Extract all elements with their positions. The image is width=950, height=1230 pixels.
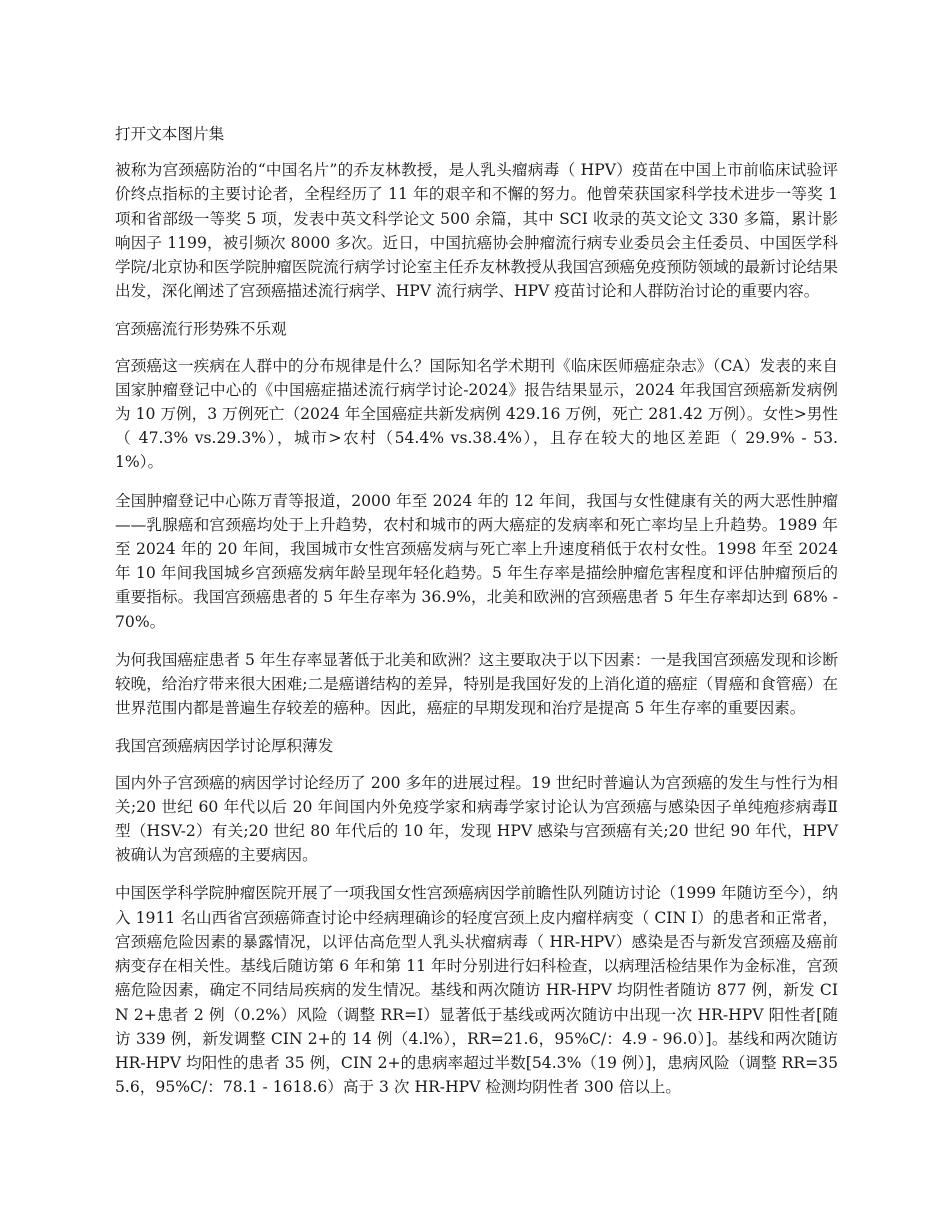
document-body [115, 122, 838, 1113]
document-top-title: 打开文本图片集 [115, 125, 225, 143]
section-heading-etiology: 我国宫颈癌病因学讨论厚积薄发 [115, 737, 334, 756]
paragraph-registry-report: 全国肿瘤登记中心陈万青等报道，2000 年至 2024 年的 12 年间，我国与女性健康有关的两大恶性肿瘤——乳腺癌和宫颈癌均处于上升趋势，农村和城市的两大癌症的发病率和死亡率均呈上升趋势。1989 年至 2024 年的 20 年间，我国城市女性宫颈癌发病与死亡率上升速度稍低于农村女性。1998 年至 2024 年 10 年间我国城乡宫颈癌发病年龄呈现年轻化趋势。5 年生存率是描绘肿瘤危害程度和评估肿瘤预后的重要指标。我国宫颈癌患者的 5 年生存率为 36.9%，北美和欧洲的宫颈癌患者 5 年生存率却达到 68% - 70%。 [115, 491, 838, 631]
paragraph-cohort-study: 中国医学科学院肿瘤医院开展了一项我国女性宫颈癌病因学前瞻性队列随访讨论（1999 年随访至今），纳入 1911 名山西省宫颈癌筛查讨论中经病理确诊的轻度宫颈上皮内瘤样病变（ CIN I）的患者和正常者，宫颈癌危险因素的暴露情况，以评估高危型人乳头状瘤病毒（ HR-HPV）感染是否与新发宫颈癌及癌前病变存在相关性。基线后随访第 6 年和第 11 年时分别进行妇科检查，以病理活检结果作为金标准，宫颈癌危险因素，确定不同结局疾病的发生情况。基线和两次随访 HR-HPV 均阴性者随访 877 例，新发 CIN 2+患者 2 例（0.2%）风险（调整 RR=I）显著低于基线或两次随访中出现一次 HR-HPV 阳性者[随访 339 例，新发调整 CIN 2+的 14 例（4.l%），RR=21.6，95%C/：4.9 - 96.0）]。基线和两次随访 HR-HPV 均阳性的患者 35 例，CIN 2+的患病率超过半数[54.3%（19 例）]，患病风险（调整 RR=355.6，95%C/：78.1 - 1618.6）高于 3 次 HR-HPV 检测均阴性者 300 倍以上。 [115, 884, 838, 1097]
section-heading-epidemic-trend: 宫颈癌流行形势殊不乐观 [115, 320, 287, 339]
intro-paragraph: 被称为宫颈癌防治的“中国名片”的乔友林教授，是人乳头瘤病毒（ HPV）疫苗在中国上市前临床试验评价终点指标的主要讨论者，全程经历了 11 年的艰辛和不懈的努力。他曾荣获国家科学技术进步一等奖 1 项和省部级一等奖 5 项，发表中英文科学论文 500 余篇，其中 SCI 收录的英文论文 330 多篇，累计影响因子 1199，被引频次 8000 多次。近日，中国抗癌协会肿瘤流行病专业委员会主任委员、中国医学科学院/北京协和医学院肿瘤医院流行病学讨论室主任乔友林教授从我国宫颈癌免疫预防领域的最新讨论结果出发，深化阐述了宫颈癌描述流行病学、HPV 流行病学、HPV 疫苗讨论和人群防治讨论的重要内容。 [115, 161, 838, 301]
paragraph-distribution: 宫颈癌这一疾病在人群中的分布规律是什么？国际知名学术期刊《临床医师癌症杂志》（CA）发表的来自国家肿瘤登记中心的《中国癌症描述流行病学讨论-2024》报告结果显示，2024 年我国宫颈癌新发病例为 10 万例，3 万例死亡（2024 年全国癌症共新发病例 429.16 万例，死亡 281.42 万例）。女性>男性（ 47.3% vs.29.3%），城市>农村（54.4% vs.38.4%），且存在较大的地区差距（ 29.9% - 53.1%）。 [115, 356, 838, 472]
paragraph-etiology-history: 国内外子宫颈癌的病因学讨论经历了 200 多年的进展过程。19 世纪时普遍认为宫颈癌的发生与性行为相关;20 世纪 60 年代以后 20 年间国内外免疫学家和病毒学家讨论认为宫颈癌与感染因子单纯疱疹病毒Ⅱ型（HSV-2）有关;20 世纪 80 年代后的 10 年，发现 HPV 感染与宫颈癌有关;20 世纪 90 年代，HPV 被确认为宫颈癌的主要病因。 [115, 773, 838, 865]
paragraph-survival-factors: 为何我国癌症患者 5 年生存率显著低于北美和欧洲？这主要取决于以下因素：一是我国宫颈癌发现和诊断较晚，给治疗带来很大困难;二是癌谱结构的差异，特别是我国好发的上消化道的癌症（胃癌和食管癌）在世界范围内都是普遍生存较差的癌种。因此，癌症的早期发现和治疗是提高 5 年生存率的重要因素。 [115, 650, 838, 718]
